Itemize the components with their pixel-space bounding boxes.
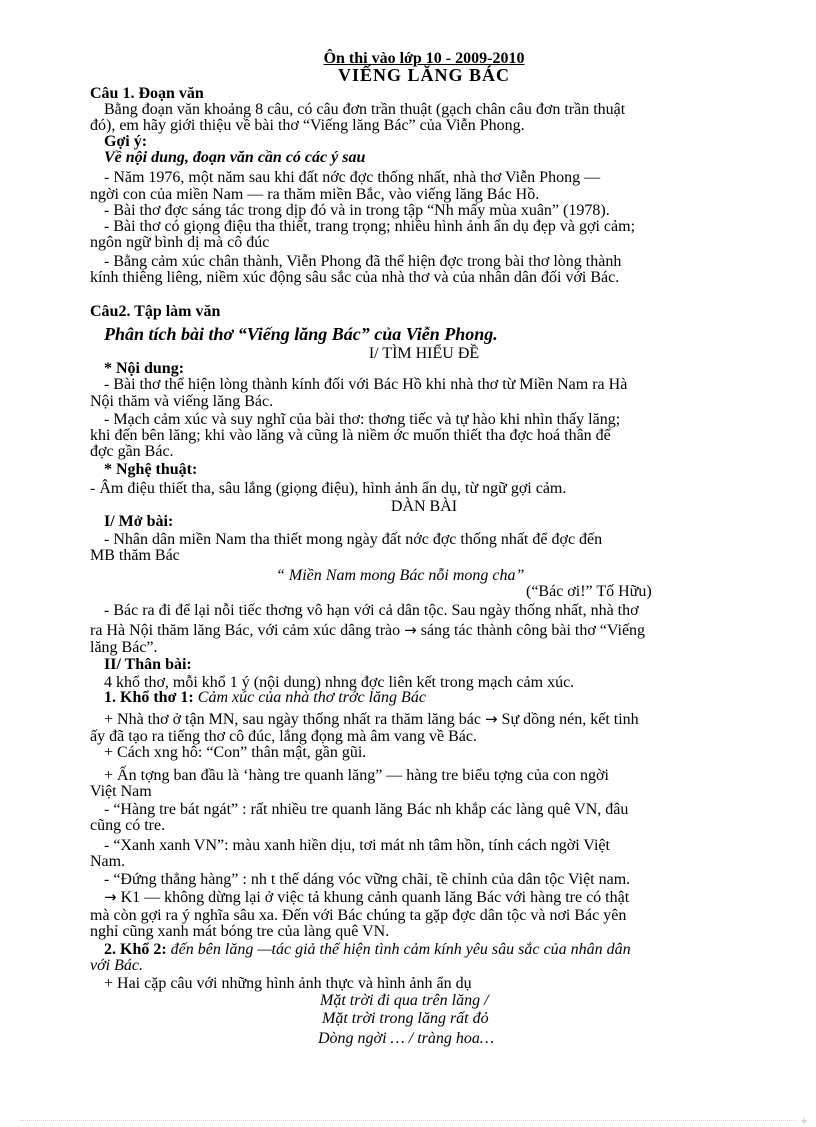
cau1-line: ngôn ngữ bình dị mà cô đúc (90, 234, 270, 251)
nghe-thuat-label: * Nghệ thuật: (104, 461, 198, 478)
kho1-label: 1. Khổ thơ 1: (104, 689, 194, 706)
than-bai-label: II/ Thân bài: (104, 656, 192, 673)
right-arrow-icon: → (404, 621, 417, 639)
cau1-line: kính thiêng liêng, niềm xúc động sâu sắc của nhà thơ và của nhân dân đối với Bác. (90, 269, 620, 286)
kho1-line: ấy đã tạo ra tiếng thơ cô đúc, lắng đọng mà âm vang về Bác. (90, 728, 477, 745)
mo-bai-text: ra Hà Nội thăm lăng Bác, với cảm xúc dâng trào (90, 622, 401, 639)
noi-dung-line: - Bài thơ thể hiện lòng thành kính đối với Bác Hồ khi nhà thơ từ Miền Nam ra Hà (104, 376, 628, 393)
kho2-desc-line: với Bác. (90, 957, 143, 974)
verse-line: Dòng ngời … / tràng hoa… (318, 1030, 495, 1047)
verse-line: Mặt trời trong lăng rất đỏ (322, 1010, 489, 1027)
quote-line: “ Miền Nam mong Bác nỗi mong cha” (276, 567, 525, 584)
cau1-prompt-line: Bằng đoạn văn khoảng 8 câu, có câu đơn trần thuật (gạch chân câu đơn trần thuật (104, 101, 626, 118)
kho1-line (90, 712, 772, 727)
cau1-line: - Bài thơ có giọng điệu tha thiết, trang trọng; nhiều hình ảnh ẩn dụ đẹp và gợi cảm; (104, 218, 636, 235)
cau1-line: - Bằng cảm xúc chân thành, Viễn Phong đã thể hiện đợc trong bài thơ lòng thành (104, 253, 622, 270)
kho1-line: - “Xanh xanh VN”: màu xanh hiền dịu, tơi mát nh tâm hồn, tính cách ngời Việt (104, 837, 610, 854)
mo-bai-line: MB thăm Bác (90, 547, 180, 564)
noi-dung-label: * Nội dung: (104, 360, 185, 377)
exam-title: Ôn thi vào lớp 10 - 2009-2010 (323, 50, 525, 67)
cau1-prompt-line: đó), em hãy giới thiệu về bài thơ “Viếng lăng Bác” của Viễn Phong. (90, 117, 525, 134)
kho1-line: + Ấn tợng ban đầu là ‘hàng tre quanh lăng” — hàng tre biểu tợng của con ngời (104, 767, 609, 784)
cau2-topic: Phân tích bài thơ “Viếng lăng Bác” của Viễn Phong. (104, 324, 498, 344)
mo-bai-line: - Bác ra đi để lại nỗi tiếc thơng vô hạn với cả dân tộc. Sau ngày thống nhất, nhà thơ (104, 602, 639, 619)
kho1-desc: Cảm xúc của nhà thơ trớc lăng Bác (197, 689, 426, 706)
kho2-desc: đến bên lăng —tác giả thể hiện tình cảm kính yêu sâu sắc của nhân dân (170, 941, 631, 958)
kho1-text: K1 — không dừng lại ở việc tả khung cảnh quanh lăng Bác với hàng tre có thật (120, 889, 630, 906)
noi-dung-line: Nội thăm và viếng lăng Bác. (90, 393, 274, 410)
kho1-text: + Nhà thơ ở tận MN, sau ngày thống nhất ra thăm lăng bác (104, 711, 481, 728)
mo-bai-line (90, 623, 758, 638)
section-tim-hieu-de: I/ TÌM HIỂU ĐỀ (368, 345, 480, 362)
cau1-line: ngời con của miền Nam — ra thăm miền Bắc, vào viếng lăng Bác Hồ. (90, 186, 540, 203)
cau1-line: - Bài thơ đợc sáng tác trong dịp đó và in trong tập “Nh mấy mùa xuân” (1978). (104, 202, 610, 219)
kho1-line (90, 890, 772, 905)
poem-title: VIẾNG LĂNG BÁC (337, 65, 511, 85)
kho1-heading (90, 690, 772, 705)
kho1-line: + Cách xng hô: “Con” thân mật, gần gũi. (104, 744, 367, 761)
dan-bai-heading: DÀN BÀI (390, 498, 458, 515)
kho1-line: cũng có tre. (90, 817, 166, 834)
nghe-thuat-line: - Âm điệu thiết tha, sâu lắng (giọng điệu), hình ảnh ẩn dụ, từ ngữ gợi cảm. (90, 480, 567, 497)
kho2-label: 2. Khổ 2: (104, 941, 167, 958)
kho2-line: + Hai cặp câu với những hình ảnh thực và hình ảnh ẩn dụ (104, 975, 472, 992)
noi-dung-line: khi đến bên lăng; khi vào lăng và cũng là niềm ớc muốn thiết tha đợc hoá thân để (90, 427, 611, 444)
mo-bai-line: - Nhân dân miền Nam tha thiết mong ngày đất nớc đợc thống nhất để đợc đến (104, 531, 603, 548)
kho1-line: Việt Nam (90, 783, 152, 800)
cau1-line: - Năm 1976, một năm sau khi đất nớc đợc thống nhất, nhà thơ Viễn Phong — (104, 169, 601, 186)
than-bai-intro: 4 khổ thơ, mỗi khổ 1 ý (nội dung) nhng đợc liên kết trong mạch cảm xúc. (104, 674, 575, 691)
verse-line: Mặt trời đi qua trên lăng / (320, 992, 489, 1009)
cau1-subheading: Về nội dung, đoạn văn cần có các ý sau (104, 149, 366, 166)
page-bottom-border (20, 1120, 796, 1121)
kho1-text: Sự dồng nén, kết tinh (501, 711, 639, 728)
mo-bai-text: sáng tác thành công bài thơ “Viếng (420, 622, 646, 639)
kho1-line: - “Hàng tre bát ngát” : rất nhiều tre quanh lăng Bác nh khắp các làng quê VN, đâu (104, 801, 629, 818)
goi-y-label: Gợi ý: (104, 133, 148, 150)
noi-dung-line: đợc gần Bác. (90, 443, 174, 460)
right-arrow-icon: → (104, 888, 117, 906)
cau2-heading: Câu2. Tập làm văn (90, 303, 221, 320)
mo-bai-line: lăng Bác”. (90, 639, 158, 656)
page-corner-mark: + (800, 1116, 809, 1127)
noi-dung-line: - Mạch cảm xúc và suy nghĩ của bài thơ: thơng tiếc và tự hào khi nhìn thấy lăng; (104, 411, 621, 428)
cau1-heading: Câu 1. Đoạn văn (90, 85, 204, 102)
mo-bai-label: I/ Mở bài: (104, 513, 174, 530)
kho1-line: mà còn gợi ra ý nghĩa sâu xa. Đến với Bác chúng ta gặp đợc dân tộc và nơi Bác yên (90, 907, 627, 924)
quote-source: (“Bác ơi!” Tố Hữu) (526, 583, 652, 600)
kho1-line: - “Đứng thẳng hàng” : nh t thế dáng vóc vững chãi, tề chỉnh của dân tộc Việt nam. (104, 871, 631, 888)
kho1-line: Nam. (90, 853, 126, 870)
kho2-heading (90, 942, 772, 957)
right-arrow-icon: → (484, 710, 498, 728)
kho1-line: nghỉ cũng xanh mát bóng tre của làng quê VN. (90, 923, 390, 940)
